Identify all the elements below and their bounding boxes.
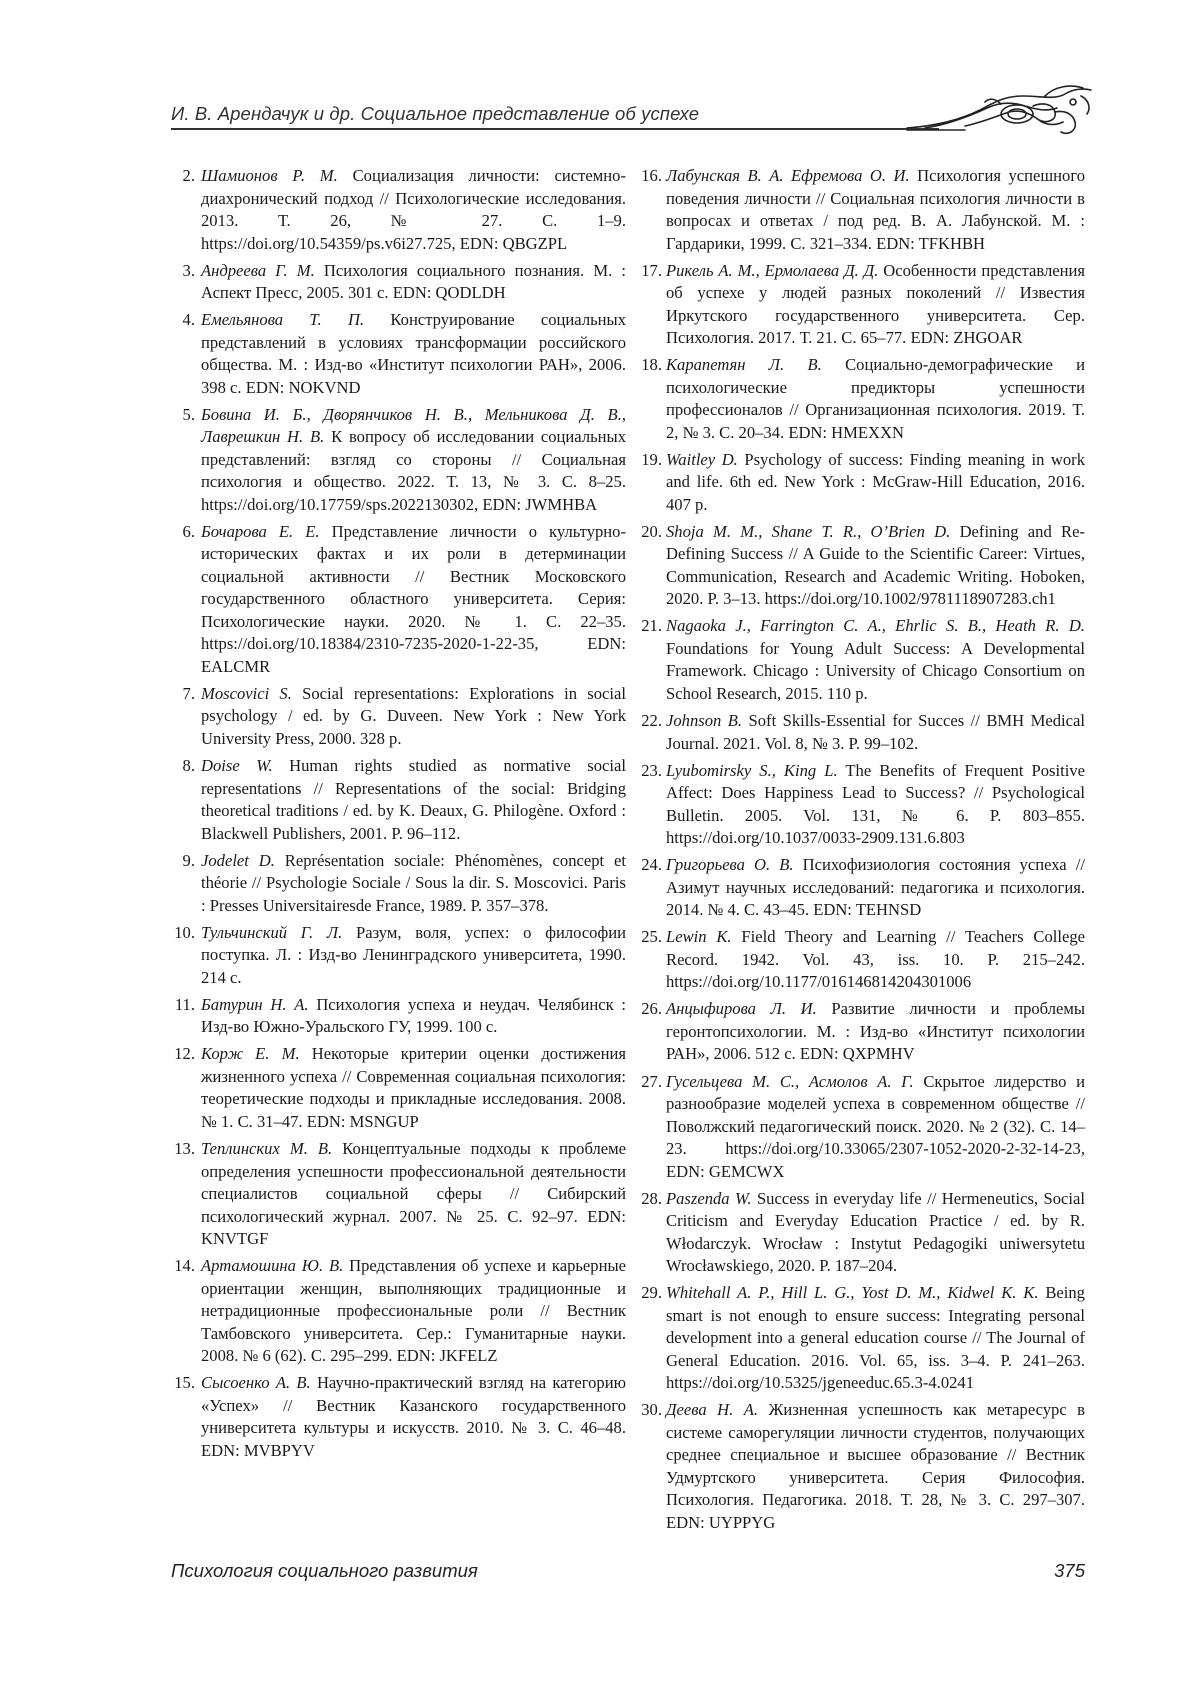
reference-number: 8. — [182, 756, 195, 776]
reference-item — [171, 994, 626, 1039]
reference-authors: Whitehall A. P., Hill L. G., Yost D. M., Kidwel K. K. — [666, 1283, 1039, 1303]
reference-number: 4. — [182, 310, 195, 330]
reference-authors: Johnson B. — [666, 711, 743, 731]
reference-text: Социализация личности: системно-диахронический подход // Психологические исследования. 2013. Т. 26, № 27. С. 1–9. https://doi.org/10.54359/ps.v6i27.725, EDN: QBGZPL — [201, 166, 626, 253]
reference-authors: Григорьева О. В. — [666, 855, 794, 875]
reference-number: 22. — [641, 711, 662, 731]
reference-authors: Рикель А. М., Ермолаева Д. Д. — [666, 260, 879, 280]
reference-authors: Артамошина Ю. В. — [201, 1256, 344, 1276]
reference-number: 13. — [174, 1139, 195, 1159]
reference-number: 30. — [641, 1400, 662, 1420]
reference-authors: Лабунская В. А. Ефремова О. И. — [666, 166, 910, 185]
reference-item — [636, 615, 1085, 705]
reference-text: Некоторые критерии оценки достижения жизненного успеха // Современная социальная психология: теоретические подходы и прикладные исследования. 2008. № 1. С. 31–47. EDN: MSNGUP — [201, 1044, 627, 1131]
reference-number: 2. — [182, 166, 195, 185]
reference-number: 17. — [641, 260, 662, 280]
reference-item — [636, 354, 1085, 444]
reference-text: Развитие личности и проблемы геронтопсихологии. М. : Изд-во «Институт психологии РАН», 2006. 512 с. EDN: QXPMHV — [666, 999, 1085, 1064]
reference-number: 19. — [641, 449, 662, 469]
reference-number: 12. — [174, 1044, 195, 1064]
reference-text: Field Theory and Learning // Teachers College Record. 1942. Vol. 43, iss. 10. P. 215–242. https://doi.org/10.1177/016146814204301006 — [666, 927, 1086, 992]
reference-authors: Тульчинский Г. Л. — [201, 922, 343, 942]
reference-text: Жизненная успешность как метаресурс в системе саморегуляции личности студентов, получающих среднее специальное и высшее образование // Вестник Удмуртского университета. Серия Философия. Психология. Педагогика. 2018. Т. 28, № 3. С. 297–307. EDN: UYPPYG — [666, 1400, 1086, 1532]
reference-authors: Батурин Н. А. — [201, 994, 309, 1014]
reference-text: Разум, воля, успех: о философии поступка. Л. : Изд-во Ленинградского университета, 1990. 214 с. — [201, 922, 626, 987]
reference-text: Представление личности о культурно-исторических фактах и их роли в детерминации социальной активности // Вестник Московского государственного областного университета. Серия: Психологические науки. 2020. № 1. С. 22–35. https://doi.org/10.18384/2310-7235-2020-1-22-35, EDN: EALCMR — [201, 521, 627, 676]
reference-number: 3. — [182, 260, 195, 280]
reference-item — [636, 854, 1085, 922]
reference-number: 23. — [641, 760, 662, 780]
reference-text: Human rights studied as normative social representations // Representations of the social: Bridging theoretical traditions / ed. by K. Deaux, G. Philogène. Oxford : Blackwell Publishers, 2001. P. 96–112. — [201, 756, 626, 843]
reference-authors: Moscovici S. — [201, 683, 292, 703]
reference-text: Социально-демографические и психологические предикторы успешности профессионалов // Организационная психология. 2019. Т. 2, № 3. С. 20–34. EDN: HMEXXN — [666, 355, 1085, 442]
reference-item — [636, 998, 1085, 1066]
reference-item — [636, 710, 1085, 755]
reference-item — [171, 1043, 626, 1133]
reference-authors: Теплинских М. В. — [201, 1139, 333, 1159]
reference-number: 20. — [641, 521, 662, 541]
references-column-left — [171, 165, 626, 1467]
reference-item — [636, 260, 1085, 350]
reference-item — [171, 683, 626, 751]
reference-number: 6. — [182, 521, 195, 541]
reference-authors: Гусельцева М. С., Асмолов А. Г. — [666, 1071, 914, 1091]
footer-journal-title: Психология социального развития — [171, 1560, 478, 1581]
reference-number: 7. — [182, 683, 195, 703]
reference-item — [171, 850, 626, 918]
page-number: 375 — [1054, 1560, 1085, 1581]
reference-authors: Карапетян Л. В. — [666, 355, 822, 375]
reference-item — [171, 755, 626, 845]
reference-authors: Бовина И. Б., Дворянчиков Н. В., Мельникова Д. В., Лаврешкин Н. В. — [201, 404, 626, 447]
reference-number: 29. — [641, 1283, 662, 1303]
reference-authors: Shoja M. M., Shane T. R., O’Brien D. — [666, 521, 951, 541]
reference-text: Being smart is not enough to ensure success: Integrating personal development into a general education course // The Journal of General Education. 2016. Vol. 65, iss. 3–4. P. 241–263. https://doi.org/10.5325/jgeneeduc.65.3-4.0241 — [666, 1283, 1085, 1393]
reference-authors: Емельянова Т. П. — [201, 310, 365, 330]
reference-text: Конструирование социальных представлений в условиях трансформации российского общества. М. : Изд-во «Институт психологии РАН», 2006. 398 с. EDN: NOKVND — [201, 310, 626, 397]
reference-text: Foundations for Young Adult Success: A Developmental Framework. Chicago : University of Chicago Consortium on School Research, 2015. 110 p. — [666, 638, 1085, 703]
reference-number: 16. — [641, 166, 662, 185]
reference-text: К вопросу об исследовании социальных представлений: взгляд со стороны // Социальная психология и общество. 2022. Т. 13, № 3. С. 8–25. https://doi.org/10.17759/sps.2022130302, EDN: JWMHBA — [201, 427, 626, 514]
reference-text: Психофизиология состояния успеха // Азимут научных исследований: педагогика и психология. 2014. № 4. С. 43–45. EDN: TEHNSD — [666, 855, 1085, 920]
reference-authors: Анцыфирова Л. И. — [666, 999, 817, 1019]
reference-text: Success in everyday life // Hermeneutics, Social Criticism and Everyday Education Practice / ed. by R. Włodarczyk. Wrocław : Instytut Pedagogiki uniwersytetu Wrocławskiego, 2020. P. 187–204. — [666, 1188, 1085, 1276]
reference-authors: Doise W. — [201, 756, 273, 776]
reference-item — [636, 1188, 1085, 1278]
reference-text: Représentation sociale: Phénomènes, concept et théorie // Psychologie Sociale / Sous la dir. S. Moscovici. Paris : Presses Universitairesde France, 1989. P. 357–378. — [201, 850, 626, 915]
reference-item — [171, 521, 626, 679]
reference-item — [171, 1138, 626, 1251]
reference-item — [171, 1372, 626, 1462]
reference-authors: Nagaoka J., Farrington C. A., Ehrlic S. B., Heath R. D. — [666, 616, 1085, 636]
reference-text: Научно-практический взгляд на категорию «Успех» // Вестник Казанского государственного университета культуры и искусств. 2010. № 3. С. 46–48. EDN: MVBPYV — [201, 1373, 626, 1460]
ornament-icon — [905, 82, 1095, 142]
references-column-right — [636, 165, 1085, 1539]
reference-item — [636, 521, 1085, 611]
reference-authors: Корж Е. М. — [201, 1044, 300, 1064]
reference-item — [636, 926, 1085, 994]
reference-number: 24. — [641, 855, 662, 875]
reference-text: Скрытое лидерство и разнообразие моделей успеха в современном обществе // Поволжский педагогический поиск. 2020. № 2 (32). С. 14–23. https://doi.org/10.33065/2307-1052-2020-2-32-14-23, EDN: GEMCWX — [666, 1071, 1085, 1181]
reference-item — [636, 165, 1085, 255]
reference-text: Психология успеха и неудач. Челябинск : Изд-во Южно-Уральского ГУ, 1999. 100 с. — [201, 994, 627, 1037]
reference-item — [171, 309, 626, 399]
reference-authors: Lewin K. — [666, 927, 732, 947]
reference-item — [636, 1282, 1085, 1395]
reference-authors: Paszenda W. — [666, 1188, 752, 1208]
reference-number: 11. — [174, 994, 195, 1014]
reference-text: Особенности представления об успехе у людей разных поколений // Известия Иркутского государственного университета. Сер. Психология. 2017. Т. 21. С. 65–77. EDN: ZHGOAR — [666, 260, 1085, 348]
reference-number: 5. — [182, 404, 195, 424]
reference-number: 28. — [641, 1188, 662, 1208]
reference-item — [636, 449, 1085, 517]
reference-authors: Сысоенко А. В. — [201, 1373, 311, 1393]
reference-item — [171, 260, 626, 305]
reference-authors: Шамионов Р. М. — [201, 166, 338, 185]
reference-text: Психология социального познания. М. : Аспект Пресс, 2005. 301 с. EDN: QODLDH — [201, 260, 626, 303]
reference-authors: Waitley D. — [666, 449, 738, 469]
reference-number: 27. — [641, 1071, 662, 1091]
reference-number: 10. — [174, 922, 195, 942]
reference-item — [171, 165, 626, 255]
reference-item — [171, 1255, 626, 1368]
reference-item — [171, 404, 626, 517]
header-rule — [171, 128, 939, 130]
running-head: И. В. Арендачук и др. Социальное представление об успехе — [171, 103, 700, 124]
reference-authors: Jodelet D. — [201, 850, 275, 870]
reference-text: Представления об успехе и карьерные ориентации женщин, выполняющих традиционные и нетрадиционные профессиональные роли // Вестник Тамбовского университета. Сер.: Гуманитарные науки. 2008. № 6 (62). С. 295–299. EDN: JKFELZ — [201, 1256, 626, 1366]
reference-authors: Андреева Г. М. — [201, 260, 315, 280]
reference-number: 14. — [174, 1256, 195, 1276]
reference-text: Social representations: Explorations in social psychology / ed. by G. Duveen. New York : New York University Press, 2000. 328 p. — [201, 683, 626, 748]
reference-item — [636, 1071, 1085, 1184]
reference-item — [636, 1399, 1085, 1534]
reference-number: 9. — [182, 850, 195, 870]
reference-number: 25. — [641, 927, 662, 947]
reference-number: 18. — [641, 355, 662, 375]
reference-number: 15. — [174, 1373, 195, 1393]
reference-text: Концептуальные подходы к проблеме определения успешности профессиональной деятельности специалистов социальной сферы // Сибирский психологический журнал. 2007. № 25. С. 92–97. EDN: KNVTGF — [201, 1139, 626, 1249]
reference-text: Defining and Re-Defining Success // A Guide to the Scientific Career: Virtues, Communication, Research and Academic Writing. Hoboken, 2020. P. 3–13. https://doi.org/10.1002/9781118907283.ch1 — [666, 521, 1085, 609]
reference-item — [636, 760, 1085, 850]
reference-authors: Lyubomirsky S., King L. — [666, 760, 838, 780]
reference-number: 26. — [641, 999, 662, 1019]
reference-authors: Бочарова Е. Е. — [201, 521, 320, 541]
reference-authors: Деева Н. А. — [666, 1400, 759, 1420]
reference-text: The Benefits of Frequent Positive Affect: Does Happiness Lead to Success? // Psychological Bulletin. 2005. Vol. 131, № 6. P. 803–855. https://doi.org/10.1037/0033-2909.131.6.803 — [666, 760, 1085, 848]
reference-text: Психология успешного поведения личности // Социальная психология личности в вопросах и ответах / под ред. В. А. Лабунской. М. : Гардарики, 1999. С. 321–334. EDN: TFKHBH — [666, 166, 1086, 253]
reference-number: 21. — [641, 616, 662, 636]
reference-text: Soft Skills-Essential for Succes // BMH Medical Journal. 2021. Vol. 8, № 3. P. 99–102. — [666, 711, 1085, 753]
reference-text: Psychology of success: Finding meaning in work and life. 6th ed. New York : McGraw-Hill Education, 2016. 407 p. — [666, 449, 1086, 514]
reference-item — [171, 922, 626, 990]
